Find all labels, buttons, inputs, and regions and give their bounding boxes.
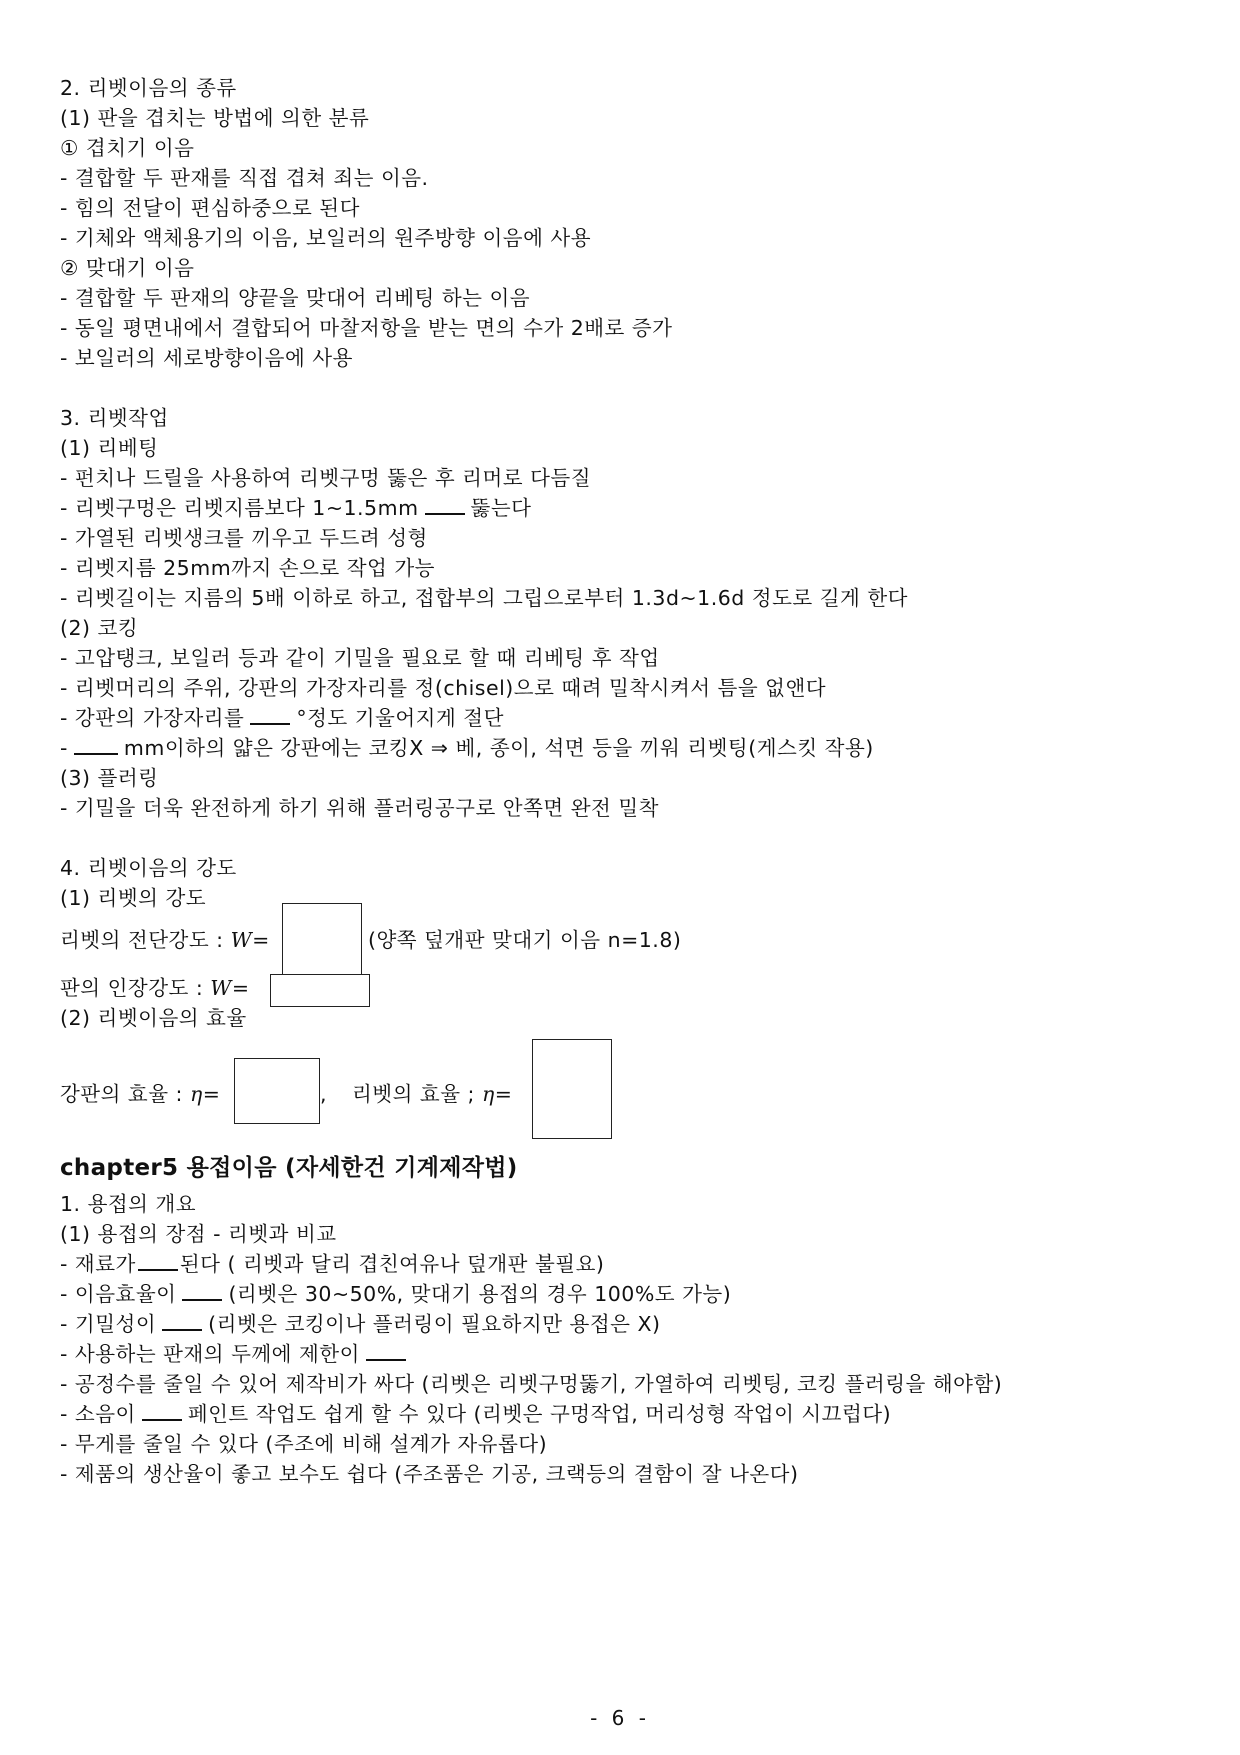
advantage-text: - 재료가 — [60, 1252, 136, 1276]
rivet-efficiency-row — [352, 1080, 512, 1108]
advantage-item — [60, 1340, 412, 1368]
butt-item: - 보일러의 세로방향이음에 사용 — [60, 346, 353, 370]
advantage-text: (리벳은 코킹이나 플러링이 필요하지만 용접은 X) — [208, 1312, 661, 1336]
section-2-title: 2. 리벳이음의 종류 — [60, 76, 237, 100]
efficiency-heading: (2) 리벳이음의 효율 — [60, 1006, 247, 1030]
advantage-item — [60, 1250, 604, 1278]
rivet-efficiency-box — [532, 1039, 612, 1139]
section-2-sub1: (1) 판을 겹치는 방법에 의한 분류 — [60, 106, 370, 130]
fill-blank — [250, 705, 290, 725]
caulking-item-text: - — [60, 736, 68, 760]
plate-efficiency-row — [60, 1080, 220, 1108]
riveting-item-text: 뚫는다 — [470, 496, 532, 520]
lap-item: - 힘의 전달이 편심하중으로 된다 — [60, 196, 360, 220]
caulking-heading: (2) 코킹 — [60, 616, 139, 640]
shear-strength-note: (양쪽 덮개판 맞대기 이음 n=1.8) — [368, 928, 682, 952]
advantage-item — [60, 1310, 661, 1338]
caulking-item-text: - 강판의 가장자리를 — [60, 706, 245, 730]
advantage-text: - 기밀성이 — [60, 1312, 157, 1336]
advantage-item — [60, 1400, 891, 1428]
fill-blank — [138, 1251, 178, 1271]
tensile-formula-box — [270, 974, 370, 1007]
fill-blank — [142, 1401, 182, 1421]
riveting-item: - 가열된 리벳생크를 끼우고 두드려 성형 — [60, 526, 428, 550]
fill-blank — [162, 1311, 202, 1331]
caulking-item — [60, 734, 874, 762]
welding-overview-heading: 1. 용접의 개요 — [60, 1192, 197, 1216]
riveting-item — [60, 494, 531, 522]
riveting-item: - 펀치나 드릴을 사용하여 리벳구멍 뚫은 후 리머로 다듬질 — [60, 466, 591, 490]
advantage-text: - 소음이 — [60, 1402, 136, 1426]
advantage-item: - 무게를 줄일 수 있다 (주조에 비해 설계가 자유롭다) — [60, 1432, 548, 1456]
advantage-text: - 이음효율이 — [60, 1282, 177, 1306]
shear-strength-symbol: W= — [230, 928, 270, 952]
rivet-strength-heading: (1) 리벳의 강도 — [60, 886, 207, 910]
shear-formula-box — [282, 903, 362, 975]
caulking-item-text: °정도 기울어지게 절단 — [296, 706, 504, 730]
lap-item: - 결합할 두 판재를 직접 겹쳐 죄는 이음. — [60, 166, 429, 190]
shear-strength-row — [60, 926, 270, 954]
advantage-item — [60, 1280, 731, 1308]
fill-blank — [366, 1341, 406, 1361]
advantage-item: - 제품의 생산율이 좋고 보수도 쉽다 (주조품은 기공, 크랙등의 결함이 잘 나온다) — [60, 1462, 799, 1486]
fullering-item: - 기밀을 더욱 완전하게 하기 위해 플러링공구로 안쪽면 완전 밀착 — [60, 796, 659, 820]
rivet-efficiency-symbol: η= — [482, 1082, 513, 1106]
section-3-title: 3. 리벳작업 — [60, 406, 169, 430]
fill-blank — [425, 495, 465, 515]
welding-advantages-heading: (1) 용접의 장점 - 리벳과 비교 — [60, 1222, 337, 1246]
advantage-item: - 공정수를 줄일 수 있어 제작비가 싸다 (리벳은 리벳구멍뚫기, 가열하여 리벳팅, 코킹 플러링을 해야함) — [60, 1372, 1003, 1396]
tensile-strength-symbol: W= — [210, 976, 250, 1000]
advantage-text: - 사용하는 판재의 두께에 제한이 — [60, 1342, 360, 1366]
fill-blank — [74, 735, 118, 755]
riveting-item: - 리벳지름 25mm까지 손으로 작업 가능 — [60, 556, 435, 580]
separator: , — [320, 1082, 328, 1106]
lap-joint-heading: ① 겹치기 이음 — [60, 136, 195, 160]
shear-strength-label: 리벳의 전단강도 : — [60, 928, 224, 952]
rivet-efficiency-label: 리벳의 효율 ; — [352, 1082, 475, 1106]
chapter-5-title: chapter5 용접이음 (자세한건 기계제작법) — [60, 1155, 518, 1181]
advantage-text: 된다 ( 리벳과 달리 겹친여유나 덮개판 불필요) — [179, 1252, 605, 1276]
riveting-item-text: - 리벳구멍은 리벳지름보다 1~1.5mm — [60, 496, 419, 520]
riveting-heading: (1) 리베팅 — [60, 436, 159, 460]
advantage-text: (리벳은 30~50%, 맞대기 용접의 경우 100%도 가능) — [228, 1282, 732, 1306]
caulking-item-text: mm이하의 얇은 강판에는 코킹X ⇒ 베, 종이, 석면 등을 끼워 리벳팅(게스킷 작용) — [123, 736, 874, 760]
butt-item: - 동일 평면내에서 결합되어 마찰저항을 받는 면의 수가 2배로 증가 — [60, 316, 673, 340]
caulking-item: - 고압탱크, 보일러 등과 같이 기밀을 필요로 할 때 리베팅 후 작업 — [60, 646, 660, 670]
tensile-strength-row — [60, 974, 250, 1002]
caulking-item — [60, 704, 504, 732]
caulking-item: - 리벳머리의 주위, 강판의 가장자리를 정(chisel)으로 때려 밀착시켜서 틈을 없앤다 — [60, 676, 827, 700]
plate-efficiency-label: 강판의 효율 : — [60, 1082, 183, 1106]
riveting-item: - 리벳길이는 지름의 5배 이하로 하고, 접합부의 그립으로부터 1.3d~1.6d 정도로 길게 한다 — [60, 586, 908, 610]
fullering-heading: (3) 플러링 — [60, 766, 159, 790]
tensile-strength-label: 판의 인장강도 : — [60, 976, 204, 1000]
page-number: - 6 - — [590, 1706, 650, 1730]
butt-joint-heading: ② 맞대기 이음 — [60, 256, 195, 280]
butt-item: - 결합할 두 판재의 양끝을 맞대어 리베팅 하는 이음 — [60, 286, 531, 310]
plate-efficiency-symbol: η= — [190, 1082, 221, 1106]
plate-efficiency-box — [234, 1058, 320, 1124]
section-4-title: 4. 리벳이음의 강도 — [60, 856, 237, 880]
fill-blank — [182, 1281, 222, 1301]
advantage-text: 페인트 작업도 쉽게 할 수 있다 (리벳은 구멍작업, 머리성형 작업이 시끄럽다) — [187, 1402, 892, 1426]
lap-item: - 기체와 액체용기의 이음, 보일러의 원주방향 이음에 사용 — [60, 226, 591, 250]
